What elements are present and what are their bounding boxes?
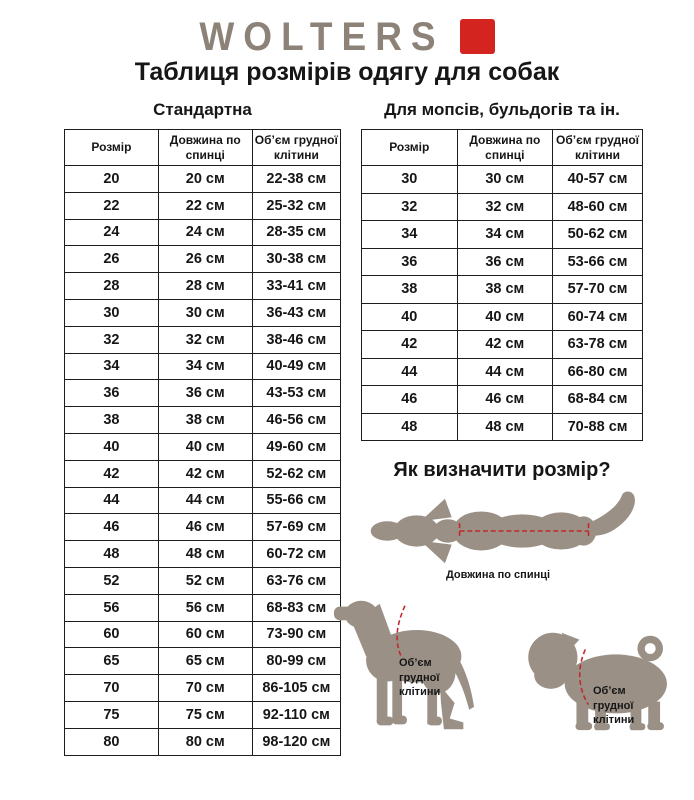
table-cell: 24 [65, 219, 159, 246]
table-cell: 63-78 см [553, 331, 643, 359]
guide-heading: Як визначити розмір? [393, 459, 611, 481]
table-cell: 68-83 см [252, 594, 340, 621]
back-length-diagram [367, 488, 643, 582]
brand-red-square-icon [460, 19, 495, 54]
size-table-pugs [361, 129, 643, 441]
table-cell: 60-74 см [553, 303, 643, 331]
table-cell: 40 см [457, 303, 553, 331]
table-cell: 28 см [158, 273, 252, 300]
table-cell: 30 [65, 299, 159, 326]
chest-girth-label: Об’єм грудної клітини [399, 657, 441, 698]
table-cell: 46 [65, 514, 159, 541]
table-cell: 80 [65, 728, 159, 755]
page-title: Таблиця розмірів одягу для собак [134, 58, 560, 86]
table-cell: 66-80 см [553, 358, 643, 386]
table-row [362, 276, 643, 304]
table-cell: 65 см [158, 648, 252, 675]
table-row [65, 299, 341, 326]
table-cell: 36 [65, 380, 159, 407]
table-row [65, 407, 341, 434]
table-row [65, 728, 341, 755]
table-cell: 63-76 см [252, 567, 340, 594]
table-row [65, 567, 341, 594]
table-row [65, 541, 341, 568]
table-cell: 57-70 см [553, 276, 643, 304]
table-cell: 70-88 см [553, 413, 643, 441]
table-cell: 30 см [158, 299, 252, 326]
table-cell: 52 см [158, 567, 252, 594]
table-cell: 26 см [158, 246, 252, 273]
standard-table-title: Стандартна [153, 100, 252, 119]
table-cell: 32 см [457, 193, 553, 221]
table-row [65, 594, 341, 621]
table-cell: 57-69 см [252, 514, 340, 541]
table-cell: 42 [65, 460, 159, 487]
table-cell: 75 см [158, 701, 252, 728]
table-cell: 40-57 см [553, 166, 643, 194]
table-header-row [65, 130, 341, 166]
table-row [65, 166, 341, 193]
table-cell: 53-66 см [553, 248, 643, 276]
table-cell: 36 [362, 248, 458, 276]
table-cell: 34 см [158, 353, 252, 380]
column-header-size: Розмір [362, 130, 458, 166]
table-cell: 40 см [158, 433, 252, 460]
table-cell: 44 [65, 487, 159, 514]
brand-logo-text: WOLTERS [199, 13, 445, 59]
table-cell: 20 см [158, 166, 252, 193]
standard-column [64, 100, 341, 756]
table-cell: 50-62 см [553, 221, 643, 249]
table-row [362, 221, 643, 249]
table-cell: 28-35 см [252, 219, 340, 246]
table-cell: 38 см [457, 276, 553, 304]
table-cell: 24 см [158, 219, 252, 246]
chest-diagram-bulldog [521, 618, 686, 738]
table-cell: 20 [65, 166, 159, 193]
brand-logo [0, 0, 694, 59]
table-cell: 60 см [158, 621, 252, 648]
table-cell: 70 см [158, 675, 252, 702]
table-cell: 75 [65, 701, 159, 728]
table-row [65, 380, 341, 407]
table-cell: 49-60 см [252, 433, 340, 460]
table-cell: 22 [65, 192, 159, 219]
table-row [362, 413, 643, 441]
table-cell: 32 см [158, 326, 252, 353]
table-cell: 22-38 см [252, 166, 340, 193]
table-cell: 26 [65, 246, 159, 273]
table-cell: 48 [362, 413, 458, 441]
back-length-label: Довжина по спинці [445, 569, 551, 581]
table-cell: 43-53 см [252, 380, 340, 407]
table-cell: 32 [362, 193, 458, 221]
table-cell: 36 см [158, 380, 252, 407]
table-row [65, 433, 341, 460]
table-cell: 34 см [457, 221, 553, 249]
table-cell: 22 см [158, 192, 252, 219]
table-cell: 40-49 см [252, 353, 340, 380]
table-cell: 44 [362, 358, 458, 386]
table-cell: 38 [65, 407, 159, 434]
table-cell: 92-110 см [252, 701, 340, 728]
table-cell: 52-62 см [252, 460, 340, 487]
table-row [65, 701, 341, 728]
table-cell: 38 [362, 276, 458, 304]
table-header-row [362, 130, 643, 166]
table-row [65, 219, 341, 246]
table-cell: 36-43 см [252, 299, 340, 326]
table-cell: 70 [65, 675, 159, 702]
table-row [362, 166, 643, 194]
size-table-standard [64, 129, 341, 756]
table-cell: 38 см [158, 407, 252, 434]
table-row [65, 460, 341, 487]
table-cell: 30 см [457, 166, 553, 194]
table-cell: 48 [65, 541, 159, 568]
pugs-table-title: Для мопсів, бульдогів та ін. [384, 100, 620, 119]
table-cell: 46 см [158, 514, 252, 541]
table-row [65, 246, 341, 273]
table-cell: 42 [362, 331, 458, 359]
table-row [362, 358, 643, 386]
table-cell: 38-46 см [252, 326, 340, 353]
table-cell: 86-105 см [252, 675, 340, 702]
table-cell: 56 см [158, 594, 252, 621]
table-cell: 44 см [158, 487, 252, 514]
table-cell: 55-66 см [252, 487, 340, 514]
table-cell: 30 [362, 166, 458, 194]
column-header-back-length: Довжина по спинці [158, 130, 252, 166]
table-row [65, 487, 341, 514]
table-cell: 34 [65, 353, 159, 380]
table-row [362, 386, 643, 414]
table-cell: 98-120 см [252, 728, 340, 755]
table-row [362, 248, 643, 276]
table-cell: 48 см [457, 413, 553, 441]
table-cell: 40 [65, 433, 159, 460]
table-cell: 36 см [457, 248, 553, 276]
table-cell: 30-38 см [252, 246, 340, 273]
table-cell: 33-41 см [252, 273, 340, 300]
table-cell: 60 [65, 621, 159, 648]
table-row [65, 326, 341, 353]
chest-diagram-large-dog [329, 594, 479, 738]
table-row [362, 331, 643, 359]
table-cell: 80-99 см [252, 648, 340, 675]
table-row [65, 675, 341, 702]
table-row [65, 353, 341, 380]
table-row [65, 621, 341, 648]
table-cell: 28 [65, 273, 159, 300]
table-row [362, 303, 643, 331]
table-cell: 32 [65, 326, 159, 353]
dog-top-view-icon [367, 488, 643, 572]
column-header-back-length: Довжина по спинці [457, 130, 553, 166]
table-cell: 65 [65, 648, 159, 675]
table-row [65, 192, 341, 219]
table-cell: 80 см [158, 728, 252, 755]
pugs-column [361, 100, 643, 756]
table-cell: 46-56 см [252, 407, 340, 434]
table-cell: 44 см [457, 358, 553, 386]
chest-diagrams [329, 594, 643, 738]
table-cell: 46 [362, 386, 458, 414]
column-header-chest-girth: Об’єм грудної клітини [252, 130, 340, 166]
column-header-chest-girth: Об’єм грудної клітини [553, 130, 643, 166]
table-cell: 25-32 см [252, 192, 340, 219]
chest-girth-label: Об’єм грудної клітини [593, 685, 635, 726]
table-cell: 48-60 см [553, 193, 643, 221]
table-row [65, 273, 341, 300]
table-cell: 68-84 см [553, 386, 643, 414]
table-cell: 40 [362, 303, 458, 331]
table-cell: 56 [65, 594, 159, 621]
content-columns [64, 100, 694, 756]
table-row [65, 648, 341, 675]
table-cell: 73-90 см [252, 621, 340, 648]
column-header-size: Розмір [65, 130, 159, 166]
table-cell: 52 [65, 567, 159, 594]
table-cell: 42 см [158, 460, 252, 487]
table-cell: 42 см [457, 331, 553, 359]
table-row [65, 514, 341, 541]
table-cell: 34 [362, 221, 458, 249]
table-cell: 48 см [158, 541, 252, 568]
table-row [362, 193, 643, 221]
table-cell: 60-72 см [252, 541, 340, 568]
table-cell: 46 см [457, 386, 553, 414]
